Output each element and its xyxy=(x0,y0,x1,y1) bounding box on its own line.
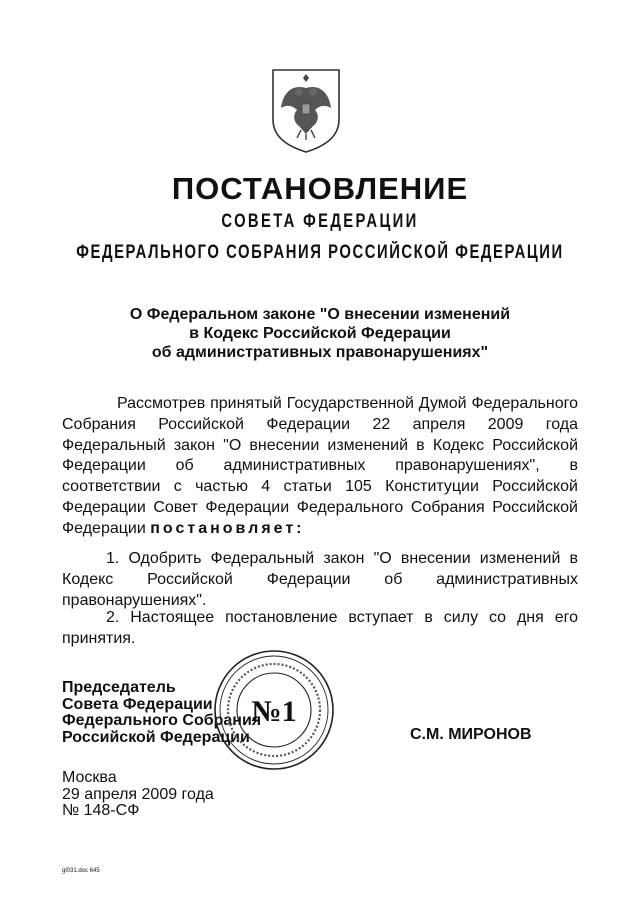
date: 29 апреля 2009 года xyxy=(62,785,214,803)
issuer-line-assembly: ФЕДЕРАЛЬНОГО СОБРАНИЯ РОССИЙСКОЙ ФЕДЕРАЦИИ xyxy=(76,242,564,263)
document-number: № 148-СФ xyxy=(62,802,140,819)
signatory-name: С.М. МИРОНОВ xyxy=(410,726,532,743)
preamble-text: Рассмотрев принятый Государственной Думой Федерального Собрания Российской Федерации 22 апреля 2009 года Федеральный закон "О внесении изменений в Кодекс Российской Федерации об административных правонарушениях", в соответствии с частью 4 статьи 105 Конституции Российской Федерации Совет Федерации Федерального Собрания Российской Федерации xyxy=(62,395,578,537)
resolution-item-2: 2. Настоящее постановление вступает в силу со дня его принятия. xyxy=(62,609,578,647)
resolves-keyword: постановляет: xyxy=(150,519,305,537)
footer-file-code: gl031.doc 645 xyxy=(62,868,100,874)
city: Москва xyxy=(62,769,117,786)
place-and-date xyxy=(62,770,214,820)
official-stamp xyxy=(212,648,336,772)
preamble-paragraph xyxy=(62,394,578,540)
signatory-line: Российской Федерации xyxy=(62,728,250,746)
document-subject xyxy=(0,305,640,362)
subject-line: в Кодекс Российской Федерации xyxy=(189,325,451,342)
document-title: ПОСТАНОВЛЕНИЕ xyxy=(171,171,469,206)
resolution-item-1: 1. Одобрить Федеральный закон "О внесении изменений в Кодекс Российской Федерации об административных правонарушениях". xyxy=(62,550,578,609)
stamp-number: №1 xyxy=(251,695,297,728)
signatory-line: Федерального Собрания xyxy=(62,712,262,729)
signatory-line: Председатель xyxy=(62,679,176,696)
subject-line: об административных правонарушениях" xyxy=(151,344,489,361)
subject-line: О Федеральном законе "О внесении изменений xyxy=(129,306,511,323)
signatory-line: Совета Федерации xyxy=(62,695,213,713)
issuer-line-council: СОВЕТА ФЕДЕРАЦИИ xyxy=(221,211,419,232)
coat-of-arms-emblem xyxy=(271,68,341,154)
